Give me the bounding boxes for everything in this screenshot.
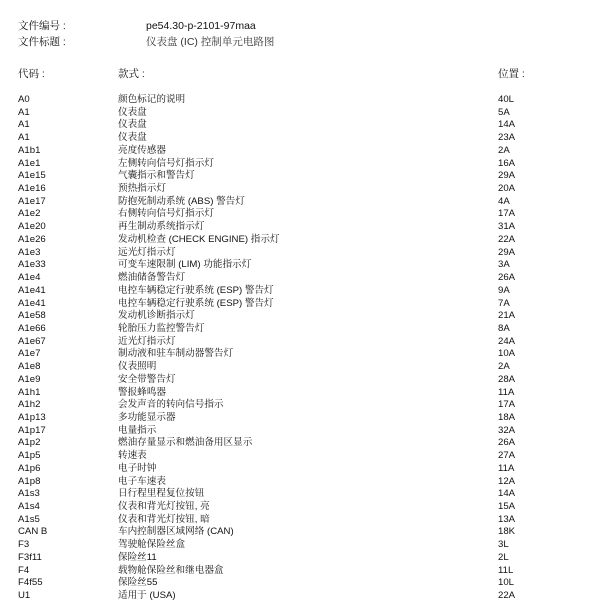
row-code: A1s4 <box>18 501 40 512</box>
table-row <box>0 577 607 590</box>
column-header-position: 位置 : <box>498 68 525 80</box>
row-code: A1e58 <box>18 310 46 322</box>
row-position: 8A <box>498 322 510 334</box>
row-code: U1 <box>18 590 31 602</box>
row-code: A1e1 <box>18 157 41 169</box>
row-style: 保险丝55 <box>118 577 158 589</box>
file-number-label: 文件编号 : <box>18 20 66 32</box>
row-code: A1e9 <box>18 373 41 385</box>
row-code: A1 <box>18 106 30 118</box>
row-style: 右侧转向信号灯指示灯 <box>118 208 214 220</box>
row-position: 31A <box>498 221 516 233</box>
row-style: 制动液和驻车制动器警告灯 <box>118 348 234 360</box>
row-style: 载物舱保险丝和继电器盒 <box>118 564 224 576</box>
row-code: A1p8 <box>18 475 41 487</box>
row-code: A1e4 <box>18 272 41 284</box>
row-style: 发动机诊断指示灯 <box>118 310 195 322</box>
table-row <box>0 450 607 463</box>
row-style: 适用于 (USA) <box>118 590 176 602</box>
file-number-value: pe54.30-p-2101-97maa <box>146 20 256 32</box>
row-position: 11A <box>498 462 515 474</box>
table-row <box>0 488 607 501</box>
table-row <box>0 170 607 183</box>
row-position: 2A <box>498 144 510 156</box>
row-style: 左侧转向信号灯指示灯 <box>118 157 214 169</box>
row-code: A0 <box>18 94 30 105</box>
row-code: A1b1 <box>18 144 41 156</box>
row-style: 仪表盘 <box>118 119 147 131</box>
row-position: 18A <box>498 411 516 423</box>
row-position: 13A <box>498 513 516 525</box>
row-style: 防抱死制动系统 (ABS) 警告灯 <box>118 195 245 207</box>
row-code: A1h1 <box>18 386 41 398</box>
file-number-row <box>18 20 256 32</box>
row-position: 22A <box>498 233 516 245</box>
row-code: A1p13 <box>18 411 46 423</box>
table-row <box>0 565 607 578</box>
table-row <box>0 183 607 196</box>
row-code: A1e8 <box>18 361 41 373</box>
row-position: 14A <box>498 488 516 500</box>
row-code: A1s5 <box>18 513 40 525</box>
table-row <box>0 412 607 425</box>
row-position: 17A <box>498 208 516 220</box>
file-title-value: 仪表盘 (IC) 控制单元电路图 <box>146 36 275 48</box>
table-row <box>0 501 607 514</box>
row-position: 5A <box>498 106 510 118</box>
table-row <box>0 476 607 489</box>
row-position: 2A <box>498 361 510 373</box>
table-row <box>0 145 607 158</box>
row-code: A1 <box>18 132 30 144</box>
row-position: 11A <box>498 386 515 398</box>
table-row <box>0 323 607 336</box>
row-position: 16A <box>498 157 516 169</box>
table-row <box>0 196 607 209</box>
row-position: 20A <box>498 183 516 195</box>
table-row <box>0 552 607 565</box>
table-row <box>0 208 607 221</box>
row-code: A1e16 <box>18 183 46 195</box>
row-style: 警报蜂鸣器 <box>118 386 166 398</box>
row-code: A1s3 <box>18 488 40 500</box>
component-table <box>0 94 607 603</box>
table-row <box>0 94 607 107</box>
row-position: 29A <box>498 246 516 258</box>
row-position: 27A <box>498 450 516 462</box>
row-position: 9A <box>498 284 510 296</box>
row-code: CAN B <box>18 526 48 538</box>
table-row <box>0 285 607 298</box>
table-row <box>0 132 607 145</box>
row-position: 3L <box>498 539 509 551</box>
row-style: 发动机检查 (CHECK ENGINE) 指示灯 <box>118 233 280 245</box>
row-style: 颜色标记的说明 <box>118 94 186 105</box>
row-position: 7A <box>498 297 510 309</box>
row-style: 电子时钟 <box>118 462 157 474</box>
row-position: 18K <box>498 526 516 538</box>
row-style: 安全带警告灯 <box>118 373 176 385</box>
row-position: 26A <box>498 272 516 284</box>
row-position: 24A <box>498 335 516 347</box>
table-row <box>0 387 607 400</box>
row-position: 10L <box>498 577 515 589</box>
row-position: 21A <box>498 310 516 322</box>
row-code: A1e41 <box>18 284 46 296</box>
table-row <box>0 259 607 272</box>
row-code: A1e17 <box>18 195 46 207</box>
row-style: 仪表盘 <box>118 132 147 144</box>
row-position: 4A <box>498 195 510 207</box>
row-style: 燃油存量显示和燃油备用区显示 <box>118 437 253 449</box>
column-header-code: 代码 : <box>18 68 45 80</box>
table-row <box>0 234 607 247</box>
row-position: 26A <box>498 437 516 449</box>
row-code: A1p2 <box>18 437 41 449</box>
table-row <box>0 463 607 476</box>
row-style: 轮胎压力监控警告灯 <box>118 322 205 334</box>
table-row <box>0 336 607 349</box>
row-code: F3f11 <box>18 551 42 563</box>
row-style: 会发声音的转向信号指示 <box>118 399 224 411</box>
row-style: 保险丝11 <box>118 551 157 563</box>
row-style: 亮度传感器 <box>118 144 166 156</box>
row-position: 29A <box>498 170 516 182</box>
table-row <box>0 374 607 387</box>
row-code: A1e20 <box>18 221 46 233</box>
row-position: 23A <box>498 132 516 144</box>
table-row <box>0 247 607 260</box>
row-code: A1e3 <box>18 246 41 258</box>
row-code: A1e33 <box>18 259 46 271</box>
row-code: A1 <box>18 119 30 131</box>
table-row <box>0 158 607 171</box>
row-style: 燃油储备警告灯 <box>118 272 186 284</box>
row-position: 15A <box>498 501 516 512</box>
row-position: 10A <box>498 348 516 360</box>
row-style: 仪表和背光灯按钮, 亮 <box>118 501 210 512</box>
row-code: A1e41 <box>18 297 46 309</box>
row-style: 仪表盘 <box>118 106 147 118</box>
row-style: 电量指示 <box>118 424 157 436</box>
column-header-style: 款式 : <box>118 68 145 80</box>
row-code: A1h2 <box>18 399 41 411</box>
row-position: 3A <box>498 259 510 271</box>
table-row <box>0 119 607 132</box>
table-row <box>0 590 607 603</box>
row-position: 2L <box>498 551 509 563</box>
row-code: F3 <box>18 539 30 551</box>
row-code: A1e7 <box>18 348 41 360</box>
row-style: 电控车辆稳定行驶系统 (ESP) 警告灯 <box>118 297 274 309</box>
row-code: A1p17 <box>18 424 46 436</box>
table-row <box>0 539 607 552</box>
table-row <box>0 107 607 120</box>
table-row <box>0 361 607 374</box>
row-style: 电子车速表 <box>118 475 166 487</box>
row-style: 多功能显示器 <box>118 411 176 423</box>
row-code: F4 <box>18 564 30 576</box>
file-title-label: 文件标题 : <box>18 36 66 48</box>
row-style: 近光灯指示灯 <box>118 335 176 347</box>
row-style: 转速表 <box>118 450 147 462</box>
row-code: A1e26 <box>18 233 46 245</box>
row-style: 车内控制器区域网络 (CAN) <box>118 526 234 538</box>
row-position: 11L <box>498 564 514 576</box>
row-code: A1e66 <box>18 322 46 334</box>
row-position: 14A <box>498 119 516 131</box>
row-style: 仪表照明 <box>118 361 157 373</box>
row-code: A1p5 <box>18 450 41 462</box>
row-code: A1p6 <box>18 462 41 474</box>
row-code: F4f55 <box>18 577 43 589</box>
table-row <box>0 399 607 412</box>
table-row <box>0 272 607 285</box>
row-position: 17A <box>498 399 516 411</box>
table-row <box>0 437 607 450</box>
row-position: 32A <box>498 424 516 436</box>
table-row <box>0 310 607 323</box>
row-style: 电控车辆稳定行驶系统 (ESP) 警告灯 <box>118 284 274 296</box>
row-style: 远光灯指示灯 <box>118 246 176 258</box>
row-position: 12A <box>498 475 516 487</box>
row-style: 预热指示灯 <box>118 183 166 195</box>
row-style: 日行程里程复位按钮 <box>118 488 205 500</box>
row-position: 22A <box>498 590 516 602</box>
table-row <box>0 514 607 527</box>
row-code: A1e67 <box>18 335 46 347</box>
table-row <box>0 425 607 438</box>
row-code: A1e2 <box>18 208 41 220</box>
row-style: 再生制动系统指示灯 <box>118 221 205 233</box>
table-row <box>0 221 607 234</box>
file-title-row <box>18 36 274 48</box>
table-row <box>0 526 607 539</box>
table-row <box>0 298 607 311</box>
row-code: A1e15 <box>18 170 46 182</box>
row-style: 驾驶舱保险丝盒 <box>118 539 186 551</box>
row-position: 28A <box>498 373 516 385</box>
row-position: 40L <box>498 94 515 105</box>
row-style: 可变车速限制 (LIM) 功能指示灯 <box>118 259 252 271</box>
table-row <box>0 348 607 361</box>
row-style: 气囊指示和警告灯 <box>118 170 195 182</box>
row-style: 仪表和背光灯按钮, 暗 <box>118 513 210 525</box>
